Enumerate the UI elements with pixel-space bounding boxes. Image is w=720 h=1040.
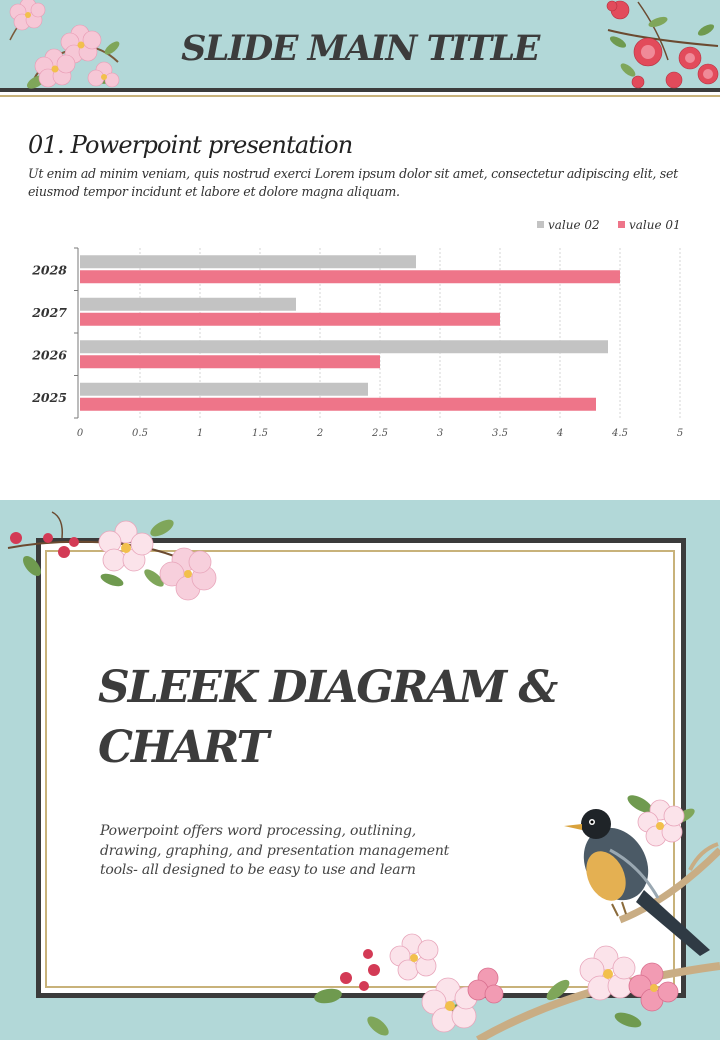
x-tick-label: 5: [676, 428, 684, 439]
x-tick-label: 3.5: [492, 428, 508, 439]
main-heading-line-1: SLEEK DIAGRAM &: [98, 662, 557, 713]
x-tick-label: 0.5: [132, 428, 148, 439]
x-tick-label: 3: [436, 428, 444, 439]
main-heading-line-2: CHART: [98, 722, 268, 773]
x-tick-label: 0: [76, 428, 84, 439]
bar-value01-2026: [80, 355, 380, 368]
slide-1: [0, 0, 720, 500]
y-category-label: 2026: [32, 347, 67, 363]
description-text: Powerpoint offers word processing, outlining, drawing, graphing, and presentation management tools- all designed to be easy to use and learn: [100, 823, 450, 878]
section-heading: 01. Powerpoint presentation: [28, 131, 353, 159]
chart-tick-labels: [77, 428, 683, 439]
chart-bars: [80, 255, 620, 411]
bar-value02-2025: [80, 383, 368, 396]
x-tick-label: 1.5: [252, 428, 268, 439]
y-category-label: 2027: [32, 304, 67, 320]
section-body-text: Ut enim ad minim veniam, quis nostrud exerci Lorem ipsum dolor sit amet, consectetur adipiscing elit, set eiusmod tempor incidunt et labore et dolore magna aliquam.: [28, 166, 678, 199]
chart-legend: [537, 218, 681, 232]
header-divider-gold: [0, 95, 720, 97]
bird-on-branch-illustration: [560, 780, 720, 980]
bar-chart: [0, 210, 720, 450]
bar-value02-2028: [80, 255, 416, 268]
bar-value01-2025: [80, 398, 596, 411]
chart-axis: [74, 248, 78, 418]
floral-frame-top-left: [2, 508, 222, 618]
main-heading: [98, 658, 578, 778]
x-tick-label: 2.5: [372, 428, 388, 439]
x-tick-label: 2: [316, 428, 324, 439]
y-category-label: 2025: [32, 389, 67, 405]
legend-swatch: [618, 221, 625, 228]
slide-2: [0, 500, 720, 1040]
slide-title: SLIDE MAIN TITLE: [181, 28, 539, 69]
legend-label: value 02: [548, 218, 600, 232]
bar-value02-2026: [80, 340, 608, 353]
bar-value01-2028: [80, 270, 620, 283]
x-tick-label: 1: [196, 428, 204, 439]
bar-value01-2027: [80, 313, 500, 326]
chart-category-labels: [31, 262, 67, 405]
x-tick-label: 4.5: [612, 428, 628, 439]
x-tick-label: 4: [556, 428, 564, 439]
bar-value02-2027: [80, 298, 296, 311]
y-category-label: 2028: [32, 262, 67, 278]
legend-swatch: [537, 221, 544, 228]
legend-label: value 01: [629, 218, 681, 232]
